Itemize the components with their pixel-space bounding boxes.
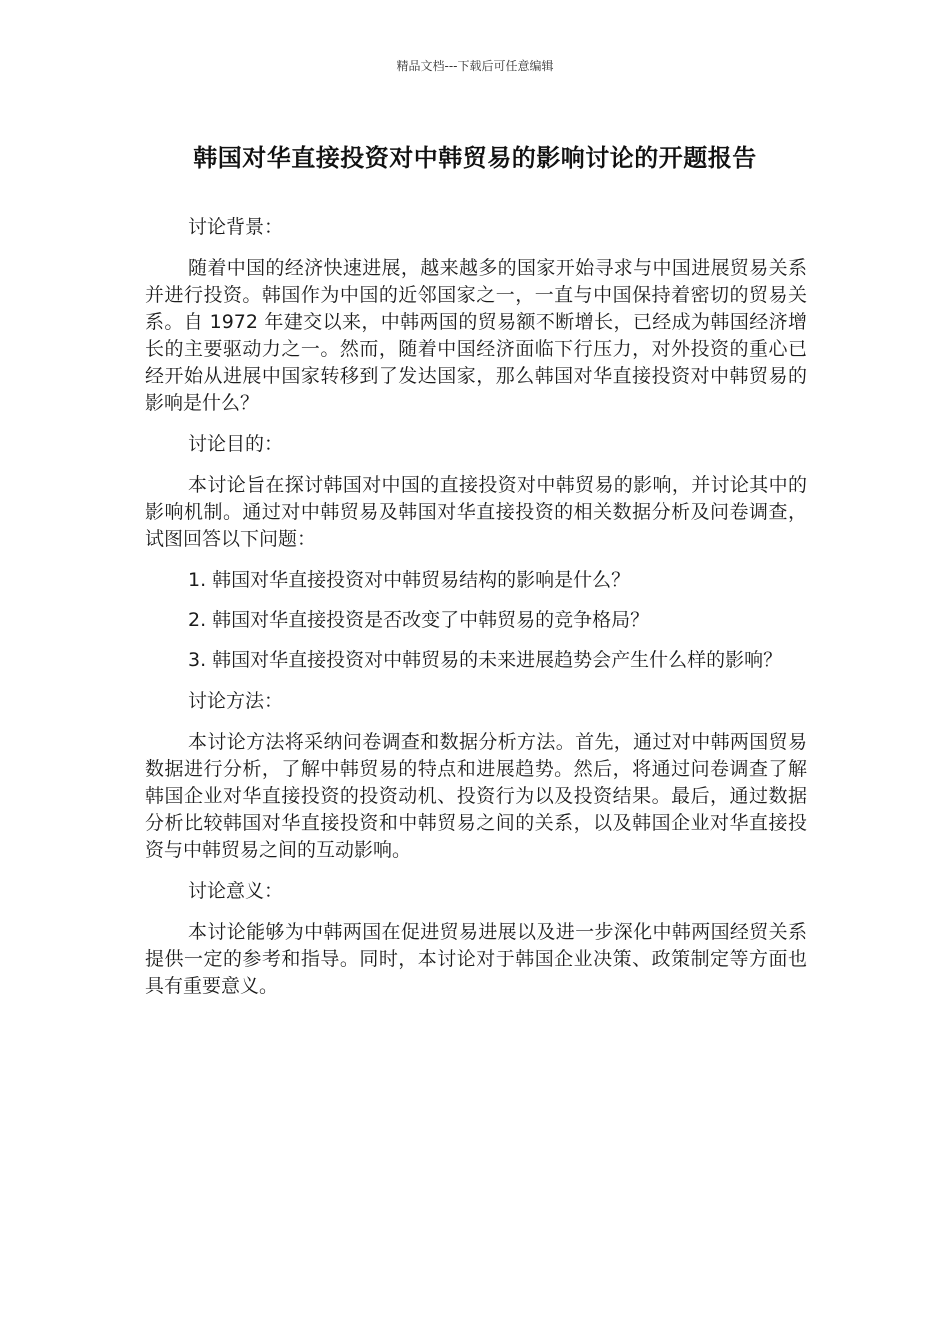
section-heading-significance: 讨论意义： — [188, 880, 284, 902]
section-heading-method: 讨论方法： — [188, 690, 284, 712]
paragraph-background: 随着中国的经济快速进展，越来越多的国家开始寻求与中国进展贸易关系并进行投资。韩国作为中国的近邻国家之一，一直与中国保持着密切的贸易关系。自 1972 年建交以来，中韩两国的贸易额不断增长，已经成为韩国经济增长的主要驱动力之一。然而，随着中国经济面临下行压力，对外投资的重心已经开始从进展中国家转移到了发达国家，那么韩国对华直接投资对中韩贸易的影响是什么？ — [145, 257, 807, 414]
document-title: 韩国对华直接投资对中韩贸易的影响讨论的开题报告 — [193, 144, 757, 172]
document-body — [145, 214, 807, 1014]
page-header: 精品文档---下载后可任意编辑 — [396, 59, 554, 73]
question-item-2: 2. 韩国对华直接投资是否改变了中韩贸易的竞争格局？ — [188, 609, 650, 631]
section-heading-background: 讨论背景： — [188, 216, 284, 238]
paragraph-method: 本讨论方法将采纳问卷调查和数据分析方法。首先，通过对中韩两国贸易数据进行分析，了解中韩贸易的特点和进展趋势。然后，将通过问卷调查了解韩国企业对华直接投资的投资动机、投资行为以及投资结果。最后，通过数据分析比较韩国对华直接投资和中韩贸易之间的关系，以及韩国企业对华直接投资与中韩贸易之间的互动影响。 — [145, 731, 807, 861]
section-heading-purpose: 讨论目的： — [188, 433, 284, 455]
question-item-1: 1. 韩国对华直接投资对中韩贸易结构的影响是什么？ — [188, 569, 631, 591]
question-item-3: 3. 韩国对华直接投资对中韩贸易的未来进展趋势会产生什么样的影响？ — [188, 649, 783, 671]
paragraph-purpose: 本讨论旨在探讨韩国对中国的直接投资对中韩贸易的影响，并讨论其中的影响机制。通过对中韩贸易及韩国对华直接投资的相关数据分析及问卷调查，试图回答以下问题： — [145, 474, 807, 550]
paragraph-significance: 本讨论能够为中韩两国在促进贸易进展以及进一步深化中韩两国经贸关系提供一定的参考和指导。同时，本讨论对于韩国企业决策、政策制定等方面也具有重要意义。 — [145, 921, 807, 997]
